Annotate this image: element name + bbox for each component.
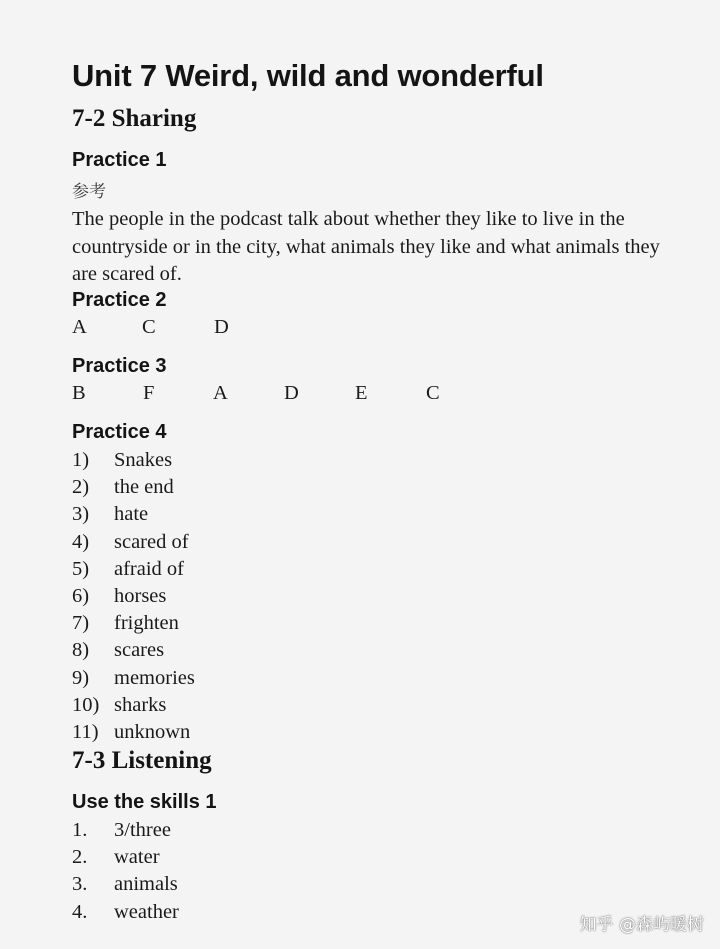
list-item — [72, 556, 195, 583]
item-answer: sharks — [114, 693, 167, 716]
section-title-listening: 7-3 Listening — [72, 747, 212, 774]
item-number: 11) — [72, 720, 99, 743]
list-item — [72, 665, 195, 692]
item-number: 4. — [72, 900, 88, 923]
item-answer: hate — [114, 503, 149, 526]
item-number: 2. — [72, 846, 88, 869]
item-number: 9) — [72, 666, 90, 689]
item-number: 1. — [72, 819, 88, 841]
practice-3-answer: E — [355, 382, 368, 404]
item-number: 4) — [72, 530, 90, 553]
item-answer: weather — [114, 900, 179, 923]
item-number: 3. — [72, 873, 88, 896]
item-answer: Snakes — [114, 449, 173, 471]
item-number: 6) — [72, 584, 90, 607]
practice-3-answer: F — [143, 382, 155, 404]
list-item — [72, 529, 195, 556]
practice-2-answer: C — [142, 316, 156, 338]
section-title-sharing: 7-2 Sharing — [72, 105, 197, 132]
list-item — [72, 474, 195, 501]
practice-2-answer: D — [214, 316, 229, 338]
use-the-skills-1-list — [72, 817, 179, 926]
item-number: 5) — [72, 557, 90, 580]
list-item — [72, 844, 179, 871]
item-number: 7) — [72, 612, 90, 635]
list-item — [72, 899, 179, 926]
item-answer: horses — [114, 584, 167, 607]
practice-4-title: Practice 4 — [72, 421, 167, 443]
unit-title: Unit 7 Weird, wild and wonderful — [72, 58, 544, 93]
item-number: 1) — [72, 449, 90, 471]
watermark: 知乎 @森屿暖树 — [579, 915, 704, 935]
list-item — [72, 501, 195, 528]
practice-2-answer: A — [72, 316, 87, 338]
item-answer: memories — [114, 666, 195, 689]
item-answer: water — [114, 846, 160, 869]
practice-3-answer: A — [213, 382, 228, 404]
practice-4-list — [72, 447, 195, 746]
practice-3-answer: B — [72, 382, 86, 404]
item-answer: unknown — [114, 720, 191, 743]
item-number: 2) — [72, 476, 90, 499]
use-the-skills-1-title: Use the skills 1 — [72, 791, 217, 813]
practice-3-title: Practice 3 — [72, 355, 167, 377]
list-item — [72, 447, 195, 474]
list-item — [72, 583, 195, 610]
item-number: 8) — [72, 639, 90, 662]
practice-3-answer: C — [426, 382, 440, 404]
reference-label: 参考 — [72, 182, 106, 202]
item-answer: frighten — [114, 612, 179, 635]
list-item — [72, 610, 195, 637]
item-number: 3) — [72, 503, 90, 526]
list-item — [72, 871, 179, 898]
practice-1-answer: The people in the podcast talk about whether they like to live in the countryside or in the city, what animals they like and what animals they are scared of. — [72, 208, 660, 285]
item-number: 10) — [72, 693, 100, 716]
list-item — [72, 817, 179, 844]
list-item — [72, 719, 195, 746]
list-item — [72, 692, 195, 719]
item-answer: animals — [114, 873, 178, 896]
list-item — [72, 637, 195, 664]
practice-1-title: Practice 1 — [72, 149, 167, 171]
item-answer: scared of — [114, 530, 189, 553]
item-answer: 3/three — [114, 819, 171, 841]
practice-3-answer: D — [284, 382, 299, 404]
item-answer: the end — [114, 476, 174, 499]
practice-2-title: Practice 2 — [72, 289, 167, 311]
item-answer: afraid of — [114, 557, 184, 580]
item-answer: scares — [114, 639, 165, 662]
